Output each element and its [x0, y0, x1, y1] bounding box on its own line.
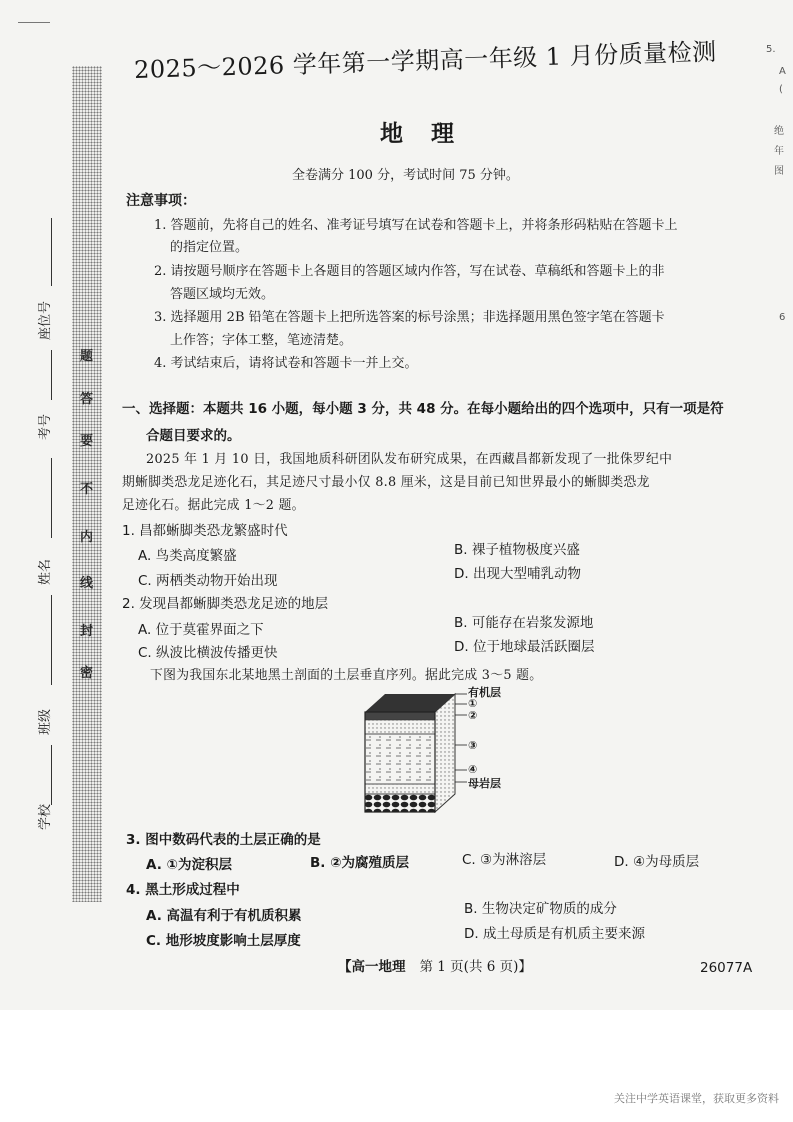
q3-option-b: B. ②为腐殖质层 [310, 855, 410, 871]
notice-item: 答题区域均无效。 [170, 287, 275, 302]
footer-subject: 【高一地理 [338, 959, 406, 975]
q4-option-b: B. 生物决定矿物质的成分 [464, 901, 617, 917]
question-4-stem: 4. 黑土形成过程中 [126, 882, 240, 898]
exam-number-line [51, 350, 52, 400]
seal-char: 答 [80, 392, 94, 407]
bedrock-layer [365, 794, 435, 812]
class-label: 班级 [38, 708, 53, 735]
subject-title: 地理 [380, 120, 482, 147]
edge-char: 绝 [774, 126, 784, 137]
q4-option-d: D. 成土母质是有机质主要来源 [464, 926, 645, 942]
school-label: 学校 [38, 803, 53, 830]
name-label: 姓名 [38, 558, 53, 585]
seal-char: 内 [80, 530, 94, 545]
school-line [51, 745, 52, 805]
section-heading: 一、选择题：本题共 16 小题，每小题 3 分，共 48 分。在每小题给出的四个选项中，只有一项是符 [122, 401, 724, 417]
passage-line: 2025 年 1 月 10 日，我国地质科研团队发布研究成果，在西藏昌都新发现了一批侏罗纪中 [146, 452, 673, 467]
seal-char: 要 [80, 434, 94, 449]
profile-side-face [435, 694, 455, 812]
exam-title: 2025～2026 学年第一学期高一年级 1 月份质量检测 [133, 37, 718, 84]
q1-option-c: C. 两栖类动物开始出现 [138, 573, 278, 589]
q2-option-d: D. 位于地球最活跃圈层 [454, 639, 595, 655]
q4-option-a: A. 高温有利于有机质积累 [146, 908, 302, 924]
edge-char: 6 [779, 312, 786, 323]
name-line [51, 458, 52, 538]
layer-1 [365, 712, 435, 720]
seal-char: 密 [80, 666, 94, 681]
edge-char: A [779, 66, 786, 77]
layer-3 [365, 734, 435, 784]
exam-number-label: 考号 [38, 413, 53, 440]
notice-item: 1. 答题前，先将自己的姓名、准考证号填写在试卷和答题卡上，并将条形码粘贴在答题卡上 [154, 218, 678, 233]
question-1-stem: 1. 昌都蜥脚类恐龙繁盛时代 [122, 523, 288, 539]
q3-option-c: C. ③为淋溶层 [462, 852, 547, 868]
seal-char: 线 [80, 576, 94, 591]
paper-code: 26077A [700, 960, 753, 976]
page-footer [338, 955, 532, 975]
section-heading-cont: 合题目要求的。 [146, 428, 241, 444]
edge-char: 图 [774, 166, 784, 177]
q2-option-c: C. 纵波比横波传播更快 [138, 645, 278, 661]
notice-item: 上作答；字体工整，笔迹清楚。 [170, 333, 353, 348]
seal-char: 封 [80, 624, 94, 639]
seal-char: 题 [80, 349, 94, 364]
passage-line: 足迹化石。据此完成 1～2 题。 [122, 498, 305, 513]
layer-2 [365, 720, 435, 734]
footer-page: 第 1 页(共 6 页)】 [419, 959, 532, 975]
q3-option-a: A. ①为淀积层 [146, 857, 232, 873]
exam-info: 全卷满分 100 分，考试时间 75 分钟。 [292, 168, 519, 183]
seat-number-line [51, 218, 52, 286]
edge-char: 年 [774, 146, 784, 157]
notice-item: 的指定位置。 [170, 240, 249, 255]
q3-option-d: D. ④为母质层 [614, 854, 700, 870]
label-layer-4: ④ [468, 763, 478, 776]
seal-char: 不 [80, 482, 94, 497]
label-bedrock-layer: 母岩层 [468, 777, 501, 790]
passage-line: 期蜥脚类恐龙足迹化石，其足迹尺寸最小仅 8.8 厘米，这是目前已知世界最小的蜥脚类恐龙 [122, 475, 650, 490]
label-layer-2: ② [468, 709, 478, 722]
layer-4 [365, 784, 435, 794]
label-layer-1: ① [468, 697, 478, 710]
question-2-stem: 2. 发现昌都蜥脚类恐龙足迹的地层 [122, 596, 329, 612]
notice-item: 2. 请按题号顺序在答题卡上各题目的答题区域内作答，写在试卷、草稿纸和答题卡上的非 [154, 264, 665, 279]
notice-item: 4. 考试结束后，请将试卷和答题卡一并上交。 [154, 356, 418, 371]
notice-item: 3. 选择题用 2B 铅笔在答题卡上把所选答案的标号涂黑；非选择题用黑色签字笔在答题卡 [154, 310, 665, 325]
q1-option-b: B. 裸子植物极度兴盛 [454, 542, 580, 558]
corner-mark [18, 22, 50, 23]
question-3-stem: 3. 图中数码代表的土层正确的是 [126, 832, 321, 848]
notice-heading: 注意事项： [126, 193, 196, 209]
seat-number-label: 座位号 [38, 300, 53, 340]
q2-option-a: A. 位于莫霍界面之下 [138, 622, 264, 638]
q1-option-d: D. 出现大型哺乳动物 [454, 566, 581, 582]
class-line [51, 595, 52, 685]
edge-char: 5. [766, 44, 776, 55]
soil-profile-figure [355, 682, 525, 822]
q4-option-c: C. 地形坡度影响土层厚度 [146, 933, 301, 949]
q2-option-b: B. 可能存在岩浆发源地 [454, 615, 594, 631]
label-organic-layer: 有机层 [468, 686, 501, 699]
edge-char: ( [779, 84, 783, 95]
label-layer-3: ③ [468, 739, 478, 752]
watermark-text: 关注中学英语课堂，获取更多资料 [614, 1092, 779, 1105]
q1-option-a: A. 鸟类高度繁盛 [138, 548, 237, 564]
passage-2: 下图为我国东北某地黑土剖面的土层垂直序列。据此完成 3～5 题。 [150, 668, 543, 683]
